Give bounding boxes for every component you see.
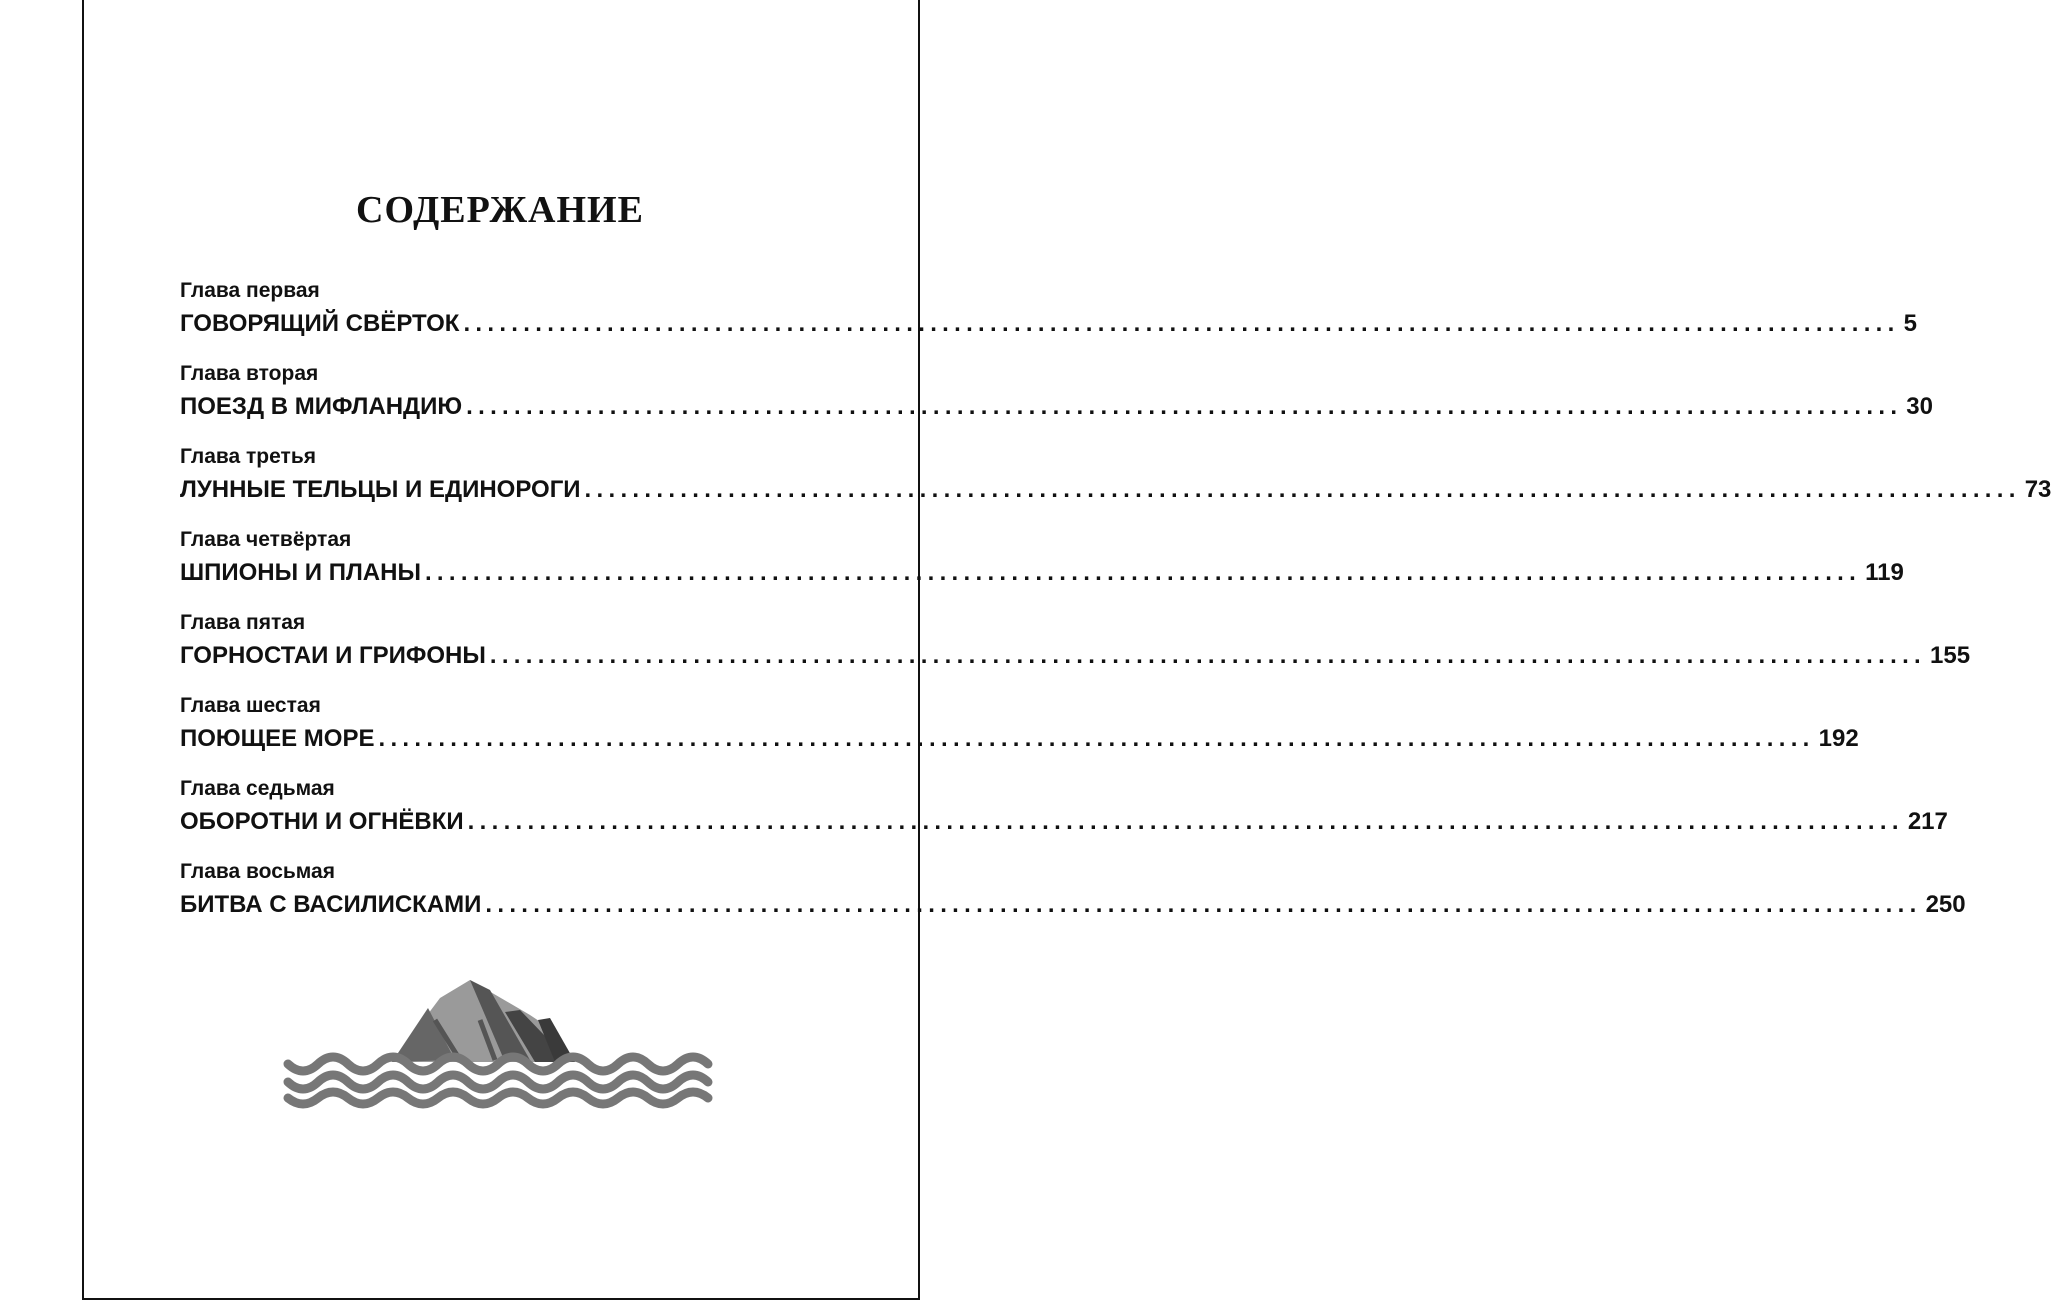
dot-leader: ........................................................................................................................ (485, 891, 1922, 918)
chapter-title: ПОЕЗД В МИФЛАНДИЮ (180, 393, 463, 420)
page-number: 155 (1930, 642, 1971, 669)
toc-entry[interactable] (180, 857, 1966, 940)
toc-entry[interactable] (180, 359, 1933, 442)
page-number: 250 (1925, 891, 1966, 918)
chapter-title: ШПИОНЫ И ПЛАНЫ (180, 559, 421, 586)
table-of-contents (180, 276, 2051, 940)
page-number: 73 (2024, 476, 2051, 503)
chapter-row (180, 389, 1933, 425)
toc-entry[interactable] (180, 442, 2051, 525)
chapter-row (180, 555, 1904, 591)
chapter-title: ОБОРОТНИ И ОГНЁВКИ (180, 808, 464, 835)
chapter-row (180, 306, 1917, 342)
page-number: 5 (1903, 310, 1917, 337)
page-number: 217 (1907, 808, 1948, 835)
chapter-title: ПОЮЩЕЕ МОРЕ (180, 725, 375, 752)
dot-leader: ........................................................................................................................ (463, 310, 1900, 337)
page-number: 192 (1818, 725, 1859, 752)
chapter-row (180, 472, 2051, 508)
page-title: СОДЕРЖАНИЕ (356, 189, 644, 231)
chapter-label: Глава пятая (180, 611, 306, 634)
chapter-row (180, 638, 1971, 674)
chapter-title: БИТВА С ВАСИЛИСКАМИ (180, 891, 482, 918)
toc-entry[interactable] (180, 608, 1971, 691)
page-number: 119 (1865, 559, 1904, 586)
chapter-label: Глава вторая (180, 362, 319, 385)
chapter-label: Глава первая (180, 279, 320, 302)
mountain-icon (392, 980, 575, 1062)
chapter-row (180, 804, 1948, 840)
toc-entry[interactable] (180, 276, 1917, 359)
page-number: 30 (1906, 393, 1933, 420)
chapter-title: ГОРНОСТАИ И ГРИФОНЫ (180, 642, 486, 669)
toc-entry[interactable] (180, 525, 1904, 608)
dot-leader: ........................................................................................................................ (489, 642, 1927, 669)
dot-leader: ........................................................................................................................ (424, 559, 1862, 586)
chapter-label: Глава восьмая (180, 860, 335, 883)
dot-leader: ........................................................................................................................ (466, 393, 1903, 420)
chapter-title: ГОВОРЯЩИЙ СВЁРТОК (180, 310, 460, 337)
chapter-label: Глава третья (180, 445, 316, 468)
chapter-title: ЛУННЫЕ ТЕЛЬЦЫ И ЕДИНОРОГИ (180, 476, 581, 503)
chapter-row (180, 721, 1859, 757)
chapter-row (180, 887, 1966, 923)
dot-leader: ........................................................................................................................ (378, 725, 1815, 752)
dot-leader: ........................................................................................................................ (584, 476, 2021, 503)
waves-icon (288, 1057, 708, 1104)
toc-entry[interactable] (180, 691, 1859, 774)
chapter-label: Глава четвёртая (180, 528, 352, 551)
chapter-label: Глава шестая (180, 694, 321, 717)
chapter-label: Глава седьмая (180, 777, 335, 800)
toc-entry[interactable] (180, 774, 1948, 857)
mountain-sea-illustration (280, 980, 720, 1110)
dot-leader: ........................................................................................................................ (467, 808, 1904, 835)
